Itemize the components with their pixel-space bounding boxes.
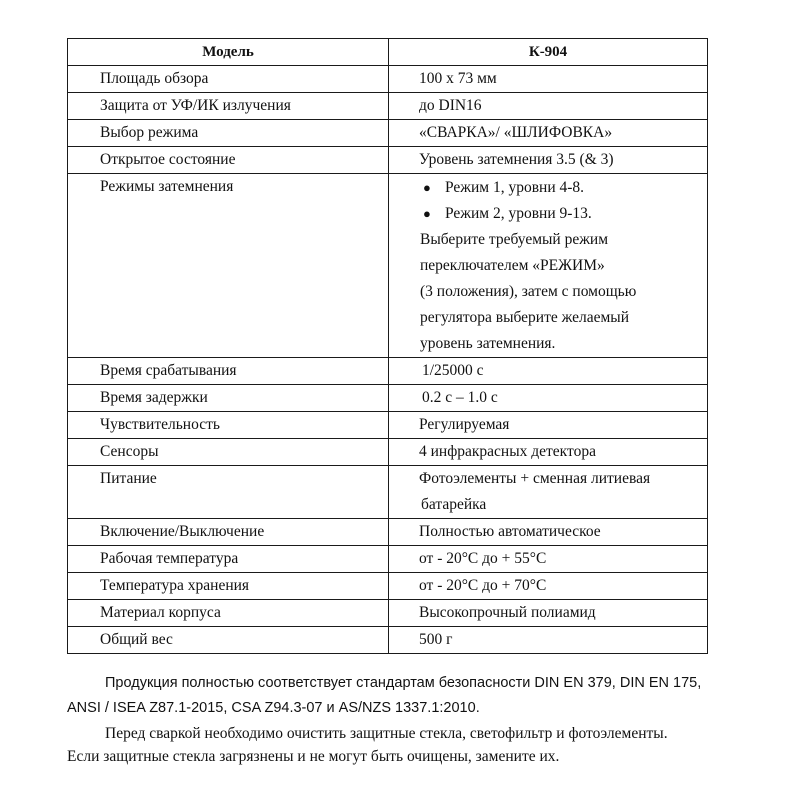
mode-bullet-text: Режим 1, уровни 4-8. (445, 179, 585, 196)
table-row (68, 358, 708, 385)
spec-key: Открытое состояние (68, 147, 389, 174)
table-row (68, 466, 708, 519)
table-row (68, 519, 708, 546)
spec-key: Температура хранения (68, 573, 389, 600)
spec-value: Регулируемая (389, 412, 708, 439)
table-row (68, 546, 708, 573)
spec-value: «СВАРКА»/ «ШЛИФОВКА» (389, 120, 708, 147)
modes-description-line: (3 положения), затем с помощью (420, 283, 637, 300)
table-row (68, 412, 708, 439)
cleaning-paragraph-line: Перед сваркой необходимо очистить защитные стекла, светофильтр и фотоэлементы. (105, 725, 668, 742)
table-row (68, 573, 708, 600)
mode-bullet-text: Режим 2, уровни 9-13. (445, 205, 592, 222)
modes-description-line: регулятора выберите желаемый (420, 309, 630, 326)
spec-value: 500 г (389, 627, 708, 654)
bullet-dot-icon: ● (423, 206, 431, 221)
header-model-value: К-904 (389, 39, 708, 66)
spec-value: 4 инфракрасных детектора (389, 439, 708, 466)
spec-key: Рабочая температура (68, 546, 389, 573)
spec-key: Чувствительность (68, 412, 389, 439)
spec-value: 1/25000 с (389, 358, 708, 385)
spec-value: 100 х 73 мм (389, 66, 708, 93)
spec-key: Выбор режима (68, 120, 389, 147)
table-row (68, 385, 708, 412)
cleaning-paragraph-line: Если защитные стекла загрязнены и не могут быть очищены, замените их. (67, 748, 560, 765)
table-row (68, 439, 708, 466)
table-row (68, 627, 708, 654)
spec-value: Высокопрочный полиамид (389, 600, 708, 627)
power-line: батарейка (421, 496, 487, 513)
power-line: Фотоэлементы + сменная литиевая (419, 470, 651, 487)
spec-key: Режимы затемнения (68, 174, 389, 358)
list-item (419, 201, 707, 227)
spec-value: до DIN16 (389, 93, 708, 120)
table-row (68, 93, 708, 120)
spec-value: Полностью автоматическое (389, 519, 708, 546)
spec-key: Общий вес (68, 627, 389, 654)
spec-value-power (389, 466, 708, 519)
modes-description-line: переключателем «РЕЖИМ» (420, 257, 605, 274)
bullet-dot-icon: ● (423, 180, 431, 195)
spec-key: Питание (68, 466, 389, 519)
list-item (419, 175, 707, 201)
table-row (68, 147, 708, 174)
spec-key: Включение/Выключение (68, 519, 389, 546)
spec-value: Уровень затемнения 3.5 (& 3) (389, 147, 708, 174)
specifications-table (67, 38, 708, 654)
spec-key: Материал корпуса (68, 600, 389, 627)
spec-key: Защита от УФ/ИК излучения (68, 93, 389, 120)
standards-paragraph-line: Продукция полностью соответствует стандартам безопасности DIN EN 379, DIN EN 175, (105, 675, 702, 691)
spec-value: от - 20°С до + 55°С (389, 546, 708, 573)
spec-value-modes (389, 174, 708, 358)
spec-key: Время задержки (68, 385, 389, 412)
compliance-notes (67, 672, 747, 768)
table-row (68, 120, 708, 147)
table-header-row (68, 39, 708, 66)
spec-key: Время срабатывания (68, 358, 389, 385)
table-row (68, 174, 708, 358)
spec-value: от - 20°С до + 70°С (389, 573, 708, 600)
modes-description-line: Выберите требуемый режим (420, 231, 609, 248)
standards-paragraph-line: ANSI / ISEA Z87.1-2015, CSA Z94.3-07 и AS/NZS 1337.1:2010. (67, 700, 480, 716)
header-model-label: Модель (68, 39, 389, 66)
modes-description (419, 227, 707, 357)
table-row (68, 600, 708, 627)
spec-value: 0.2 с – 1.0 с (389, 385, 708, 412)
modes-description-line: уровень затемнения. (420, 335, 556, 352)
table-row (68, 66, 708, 93)
spec-key: Площадь обзора (68, 66, 389, 93)
spec-key: Сенсоры (68, 439, 389, 466)
modes-bullet-list (419, 175, 707, 227)
